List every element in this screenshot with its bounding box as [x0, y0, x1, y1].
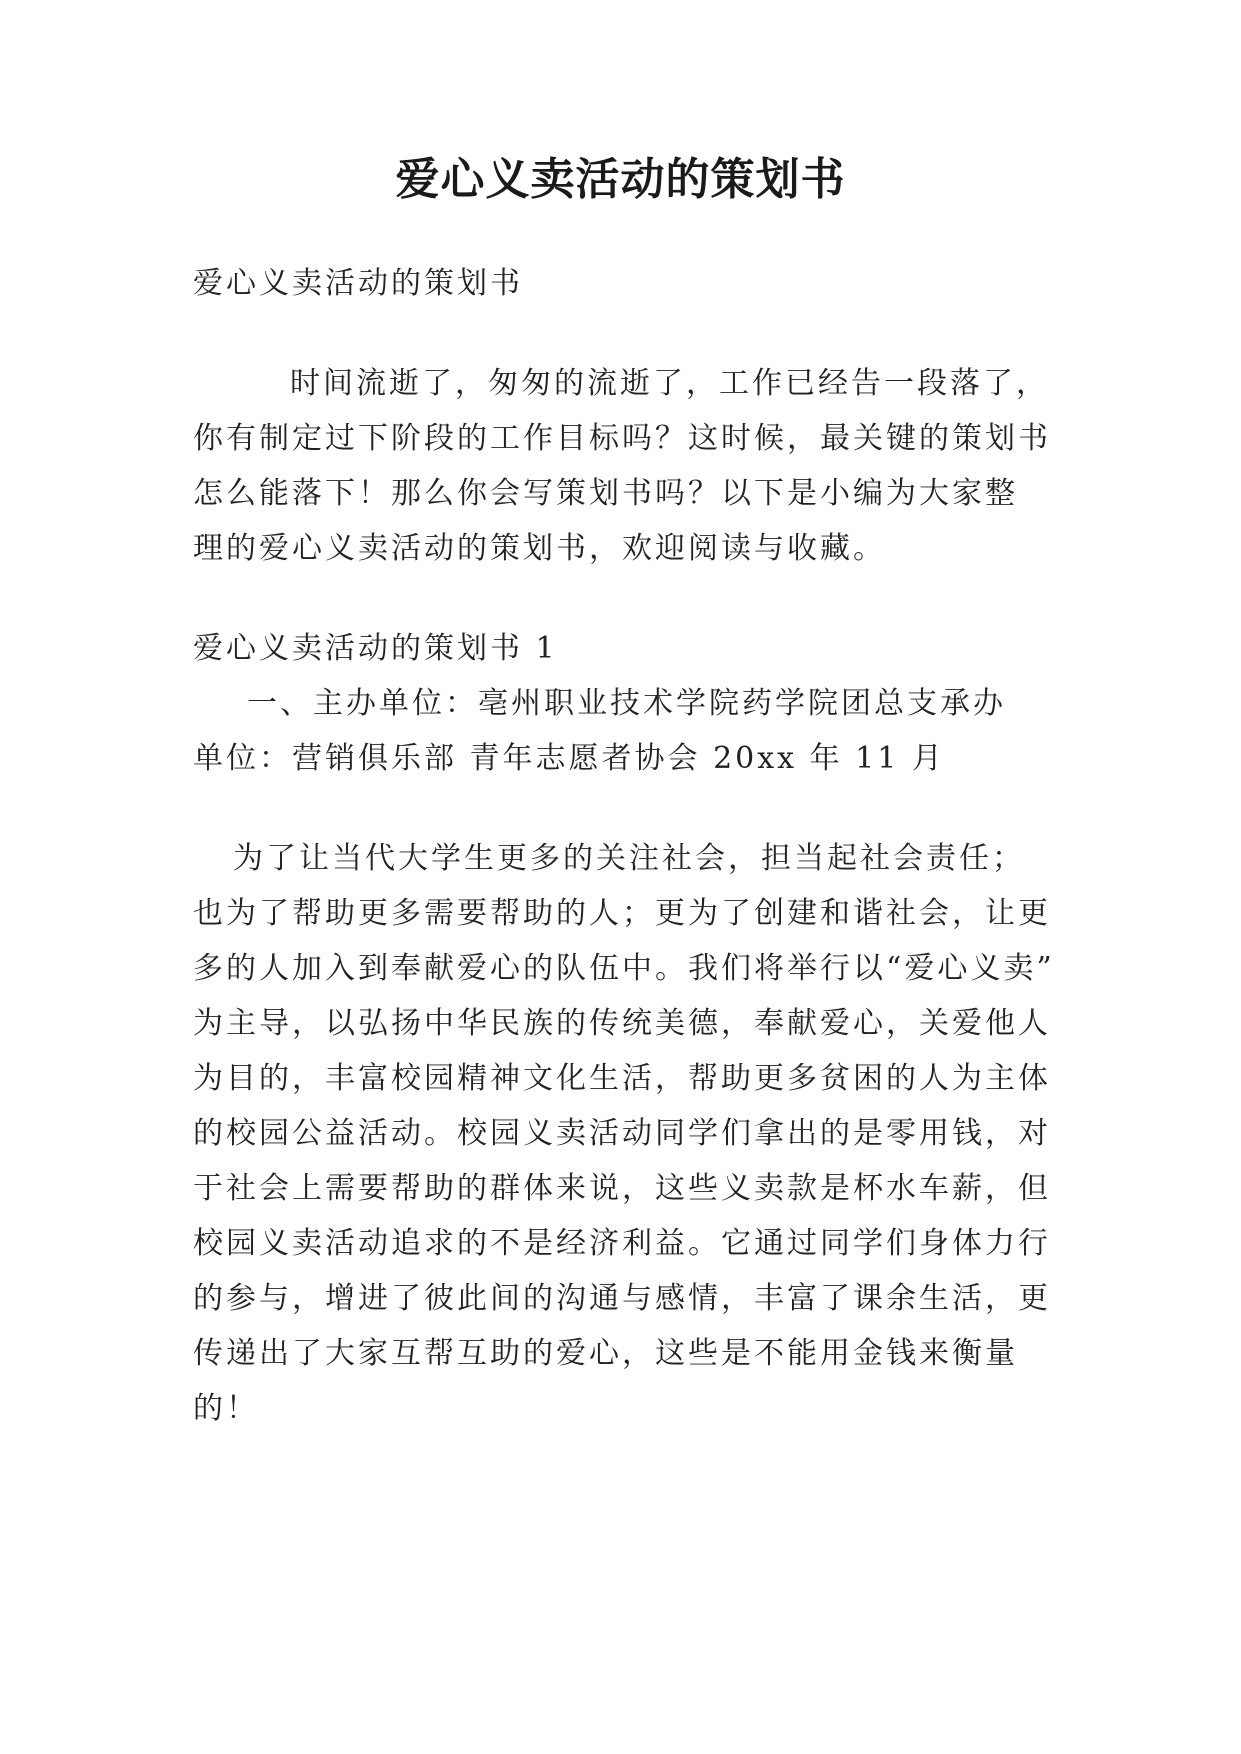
- body-line: 的参与，增进了彼此间的沟通与感情，丰富了课余生活，更: [193, 1281, 1051, 1316]
- body-line: 为了让当代大学生更多的关注社会，担当起社会责任；: [233, 841, 1025, 876]
- document-subtitle: 爱心义卖活动的策划书: [193, 266, 523, 301]
- body-line: 为主导，以弘扬中华民族的传统美德，奉献爱心，关爱他人: [193, 1006, 1051, 1041]
- body-line: 也为了帮助更多需要帮助的人；更为了创建和谐社会，让更: [193, 896, 1051, 931]
- intro-line: 理的爱心义卖活动的策划书，欢迎阅读与收藏。: [193, 531, 886, 566]
- body-line: 校园义卖活动追求的不是经济利益。它通过同学们身体力行: [193, 1226, 1051, 1261]
- intro-line: 你有制定过下阶段的工作目标吗？这时候，最关键的策划书: [193, 421, 1051, 456]
- body-line: 的！: [193, 1391, 259, 1426]
- intro-line: 怎么能落下！那么你会写策划书吗？以下是小编为大家整: [193, 476, 1018, 511]
- intro-line: 时间流逝了，匆匆的流逝了，工作已经告一段落了，: [290, 366, 1049, 401]
- page-title: 爱心义卖活动的策划书: [395, 154, 846, 205]
- organizer-line: 一、主办单位：亳州职业技术学院药学院团总支承办: [247, 686, 1006, 721]
- body-line: 的校园公益活动。校园义卖活动同学们拿出的是零用钱，对: [193, 1116, 1051, 1151]
- body-line: 多的人加入到奉献爱心的队伍中。我们将举行以“爱心义卖”: [193, 951, 1055, 986]
- body-line: 传递出了大家互帮互助的爱心，这些是不能用金钱来衡量: [193, 1336, 1018, 1371]
- body-line: 于社会上需要帮助的群体来说，这些义卖款是杯水车薪，但: [193, 1171, 1051, 1206]
- section-heading: 爱心义卖活动的策划书 1: [193, 631, 558, 666]
- body-line: 为目的，丰富校园精神文化生活，帮助更多贫困的人为主体: [193, 1061, 1051, 1096]
- organizer-line: 单位：营销俱乐部 青年志愿者协会 20xx 年 11 月: [193, 741, 945, 776]
